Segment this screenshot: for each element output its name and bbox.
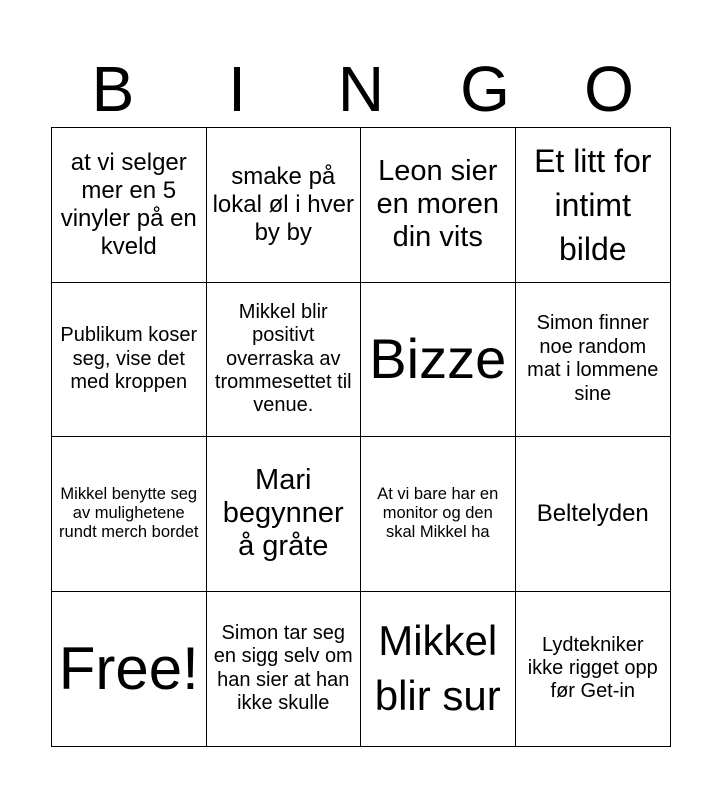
header-letter-o: O bbox=[584, 53, 634, 125]
header-letter-g: G bbox=[460, 53, 510, 125]
bingo-board bbox=[51, 127, 671, 747]
bingo-cell[interactable]: Simon tar seg en sigg selv om han sier at han ikke skulle bbox=[207, 592, 362, 747]
bingo-cell[interactable]: at vi selger mer en 5 vinyler på en kveld bbox=[52, 128, 207, 283]
bingo-cell[interactable]: Lydtekniker ikke rigget opp før Get-in bbox=[527, 633, 658, 703]
bingo-cell[interactable]: Simon finner noe random mat i lommene sine bbox=[516, 283, 671, 438]
bingo-cell[interactable]: Mikkel blir positivt overraska av trommesettet til venue. bbox=[207, 283, 362, 438]
free-space-cell[interactable]: Free! bbox=[52, 592, 207, 747]
header-letter-b: B bbox=[91, 53, 135, 125]
bingo-cell[interactable]: Leon sier en moren din vits bbox=[361, 128, 516, 283]
bingo-cell[interactable]: Beltelyden bbox=[516, 437, 671, 592]
bingo-cell[interactable]: Et litt for intimt bilde bbox=[516, 128, 671, 283]
bingo-cell[interactable]: Mari begynner å gråte bbox=[207, 437, 362, 592]
header-letter-i: I bbox=[228, 53, 246, 125]
header-letter-n: N bbox=[337, 53, 385, 125]
bingo-header bbox=[51, 50, 671, 128]
bingo-cell[interactable]: Mikkel blir sur bbox=[361, 592, 516, 747]
bingo-cell[interactable]: Publikum koser seg, vise det med kroppen bbox=[52, 283, 207, 438]
bingo-cell[interactable]: Bizze bbox=[361, 283, 516, 438]
bingo-cell[interactable]: At vi bare har en monitor og den skal Mikkel ha bbox=[361, 437, 516, 592]
bingo-cell[interactable]: smake på lokal øl i hver by by bbox=[207, 128, 362, 283]
bingo-cell[interactable]: Mikkel benytte seg av mulighetene rundt merch bordet bbox=[52, 437, 207, 592]
